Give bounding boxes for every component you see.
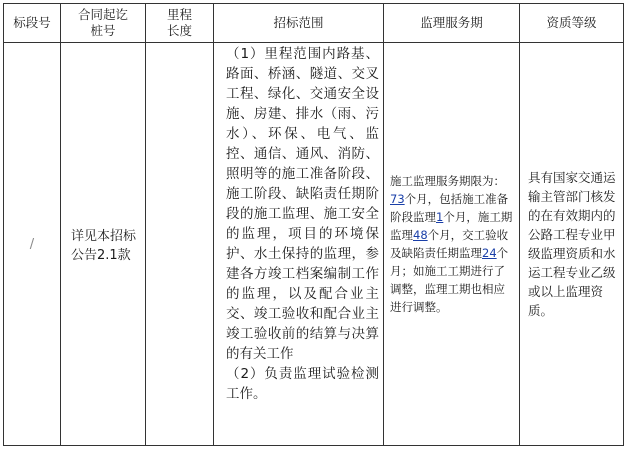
cell-mileage bbox=[146, 43, 214, 446]
header-section-no: 标段号 bbox=[4, 4, 61, 43]
period-prep-months: 1 bbox=[436, 210, 444, 224]
header-mileage bbox=[146, 4, 214, 43]
period-text-2: 个月，包括施工准备阶段监理 bbox=[390, 192, 509, 224]
header-mileage-line2: 长度 bbox=[166, 23, 192, 38]
cell-qualification: 具有国家交通运输主管部门核发的在有效期内的公路工程专业甲级监理资质和水运工程专业乙级或以上监理资质。 bbox=[520, 43, 624, 446]
cell-contract-stake: 详见本招标公告2.1款 bbox=[61, 43, 146, 446]
period-total-months: 73 bbox=[390, 192, 405, 206]
service-period-text bbox=[390, 172, 513, 316]
cell-scope bbox=[214, 43, 384, 446]
table-row bbox=[4, 43, 624, 446]
period-defect-months: 24 bbox=[482, 246, 497, 260]
period-text-1: 施工监理服务期限为： bbox=[390, 174, 505, 188]
table-header-row bbox=[4, 4, 624, 43]
header-scope: 招标范围 bbox=[214, 4, 384, 43]
period-text-5: 个月；如施工工期进行了调整，监理工期也相应进行调整。 bbox=[390, 246, 509, 314]
scope-paragraph-1: （1）里程范围内路基、路面、桥涵、隧道、交叉工程、绿化、交通安全设施、房建、排水（雨、污水）、环保、电气、监控、通信、通风、消防、照明等的施工准备阶段、施工阶段、缺陷责任期阶段的施工监理、施工安全的监理，项目的环境保护、水土保持的监理，参建各方竣工档案编制工作的监理，以及配合业主交、竣工验收和配合业主竣工验收前的结算与决算的有关工作 bbox=[226, 46, 379, 362]
scope-paragraph-2: （2）负责监理试验检测工作。 bbox=[226, 366, 379, 402]
header-contract-stake bbox=[61, 4, 146, 43]
cell-section-no: / bbox=[4, 43, 61, 446]
period-text-3: 个月，施工期监理 bbox=[390, 210, 513, 242]
period-text-4: 个月，交工验收及缺陷责任期监理 bbox=[390, 228, 509, 260]
header-contract-stake-line1: 合同起讫 bbox=[77, 7, 128, 22]
cell-service-period bbox=[384, 43, 520, 446]
header-qualification: 资质等级 bbox=[520, 4, 624, 43]
header-mileage-line1: 里程 bbox=[166, 7, 192, 22]
bid-section-table bbox=[3, 3, 624, 446]
header-contract-stake-line2: 桩号 bbox=[90, 23, 116, 38]
period-construction-months: 48 bbox=[413, 228, 428, 242]
header-service-period: 监理服务期 bbox=[384, 4, 520, 43]
